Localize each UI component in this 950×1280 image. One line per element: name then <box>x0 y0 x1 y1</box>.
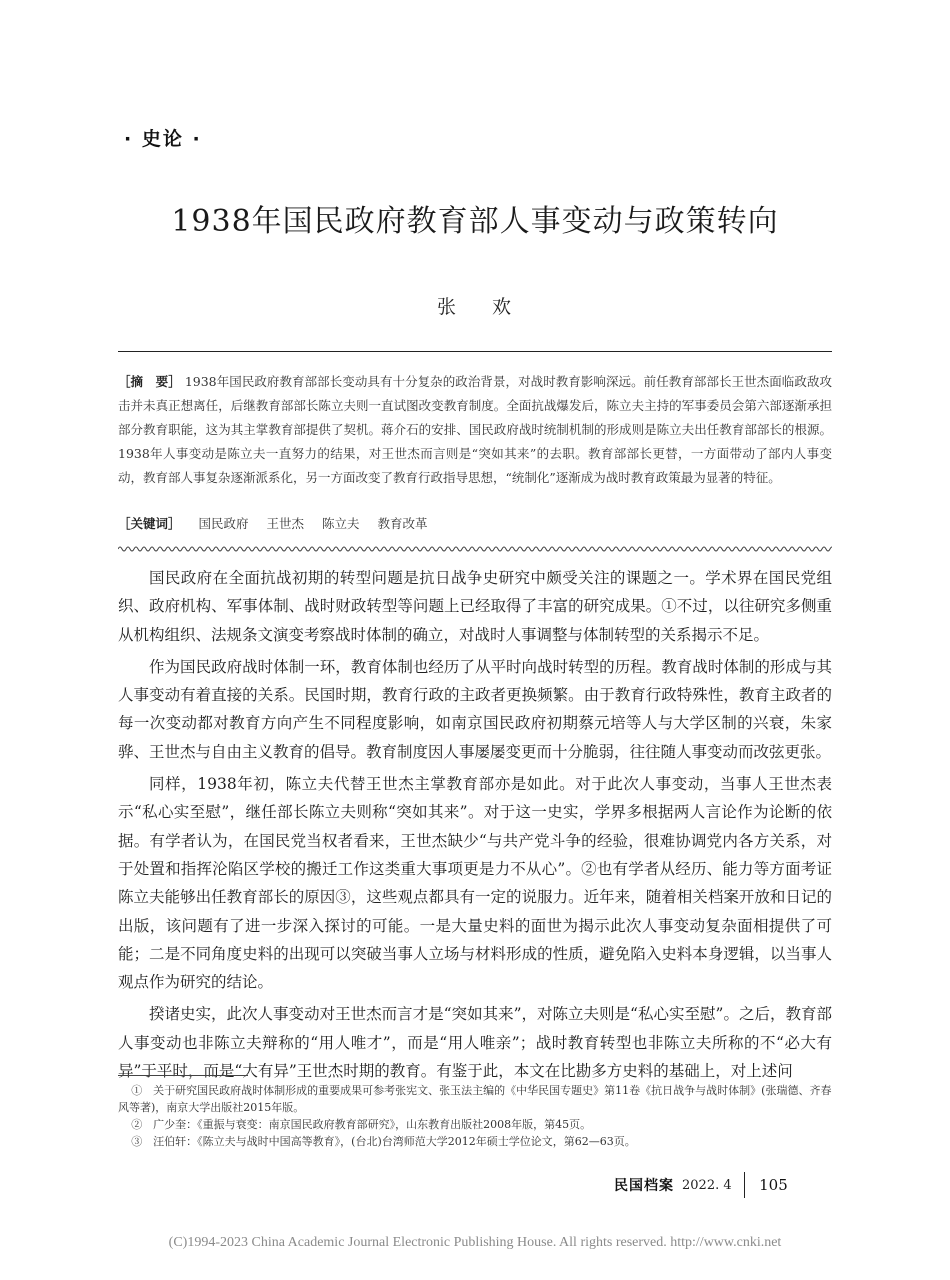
footnote: ① 关于研究国民政府战时体制形成的重要成果可参考张宪文、张玉法主编的《中华民国专题史》第11卷《抗日战争与战时体制》(张瑞德、齐春风等著)，南京大学出版社2015年版。 <box>118 1084 832 1114</box>
keywords <box>118 514 832 532</box>
footer-divider <box>744 1172 746 1198</box>
header-rule <box>118 351 832 352</box>
keyword: 王世杰 <box>266 516 305 531</box>
journal-name: 民国档案 <box>614 1178 674 1194</box>
footnote: ③ 汪伯轩：《陈立夫与战时中国高等教育》，(台北)台湾师范大学2012年硕士学位论文，第62—63页。 <box>131 1135 636 1148</box>
abstract-text: 1938年国民政府教育部部长变动具有十分复杂的政治背景，对战时教育影响深远。前任教育部部长王世杰面临政敌攻击并未真正想离任，后继教育部部长陈立夫则一直试图改变教育制度。全面抗战爆发后，陈立夫主持的军事委员会第六部逐渐承担部分教育职能，这为其主掌教育部提供了契机。蒋介石的安排、国民政府战时统制机制的形成则是陈立夫出任教育部部长的根源。1938年人事变动是陈立夫一直努力的结果，对王世杰而言则是“突如其来”的去职。教育部部长更替，一方面带动了部内人事变动，教育部人事复杂逐渐派系化，另一方面改变了教育行政指导思想，“统制化”逐渐成为战时教育政策最为显著的特征。 <box>118 374 832 485</box>
body-paragraph: 国民政府在全面抗战初期的转型问题是抗日战争史研究中颇受关注的课题之一。学术界在国民党组织、政府机构、军事体制、战时财政转型等问题上已经取得了丰富的研究成果。①不过，以往研究多侧重从机构组织、法规条文演变考察战时体制的确立，对战时人事调整与体制转型的关系揭示不足。 <box>118 569 832 644</box>
journal-issue: 2022. 4 <box>682 1177 732 1193</box>
article-body <box>118 564 832 1089</box>
body-paragraph: 作为国民政府战时体制一环，教育体制也经历了从平时向战时转型的历程。教育战时体制的形成与其人事变动有着直接的关系。民国时期，教育行政的主政者更换频繁。由于教育行政特殊性，教育主政者的每一次变动都对教育方向产生不同程度影响，如南京国民政府初期蔡元培等人与大学区制的兴衰，朱家骅、王世杰与自由主义教育的倡导。教育制度因人事屡屡变更而十分脆弱，往往随人事变动而改弦更张。 <box>118 657 832 761</box>
keyword: 教育改革 <box>377 516 428 531</box>
footnote: ② 广少奎：《重振与衰变：南京国民政府教育部研究》，山东教育出版社2008年版，第45页。 <box>131 1118 592 1131</box>
page-footer <box>614 1172 788 1198</box>
keyword: 陈立夫 <box>322 516 360 531</box>
page-number: 105 <box>759 1176 788 1194</box>
copyright-notice: (C)1994-2023 China Academic Journal Electronic Publishing House. All rights reserved. http://www.cnki.net <box>168 1235 782 1250</box>
abstract-label: ［摘 要］ <box>118 374 181 389</box>
footnotes <box>118 1082 832 1150</box>
article-title: 1938年国民政府教育部人事变动与政策转向 <box>171 204 779 239</box>
body-paragraph: 揆诸史实，此次人事变动对王世杰而言才是“突如其来”，对陈立夫则是“私心实至慰”。之后，教育部人事变动也非陈立夫辩称的“用人唯才”，而是“用人唯亲”；战时教育转型也非陈立夫所称的不“必大有异”于平时，而是“大有异”王世杰时期的教育。有鉴于此，本文在比勘多方史料的基础上，对上述问 <box>118 1005 832 1081</box>
keyword: 国民政府 <box>198 516 249 531</box>
keywords-label: ［关键词］ <box>118 516 181 531</box>
body-paragraph: 同样，1938年初，陈立夫代替王世杰主掌教育部亦是如此。对于此次人事变动，当事人王世杰表示“私心实至慰”，继任部长陈立夫则称“突如其来”。对于这一史实，学界多根据两人言论作为论断的依据。有学者认为，在国民党当权者看来，王世杰缺少“与共产党斗争的经验，很难协调党内各方关系，对于处置和指挥沦陷区学校的搬迁工作这类重大事项更是力不从心”。②也有学者从经历、能力等方面考证陈立夫能够出任教育部长的原因③，这些观点都具有一定的说服力。近年来，随着相关档案开放和日记的出版，该问题有了进一步深入探讨的可能。一是大量史料的面世为揭示此次人事变动复杂面相提供了可能；二是不同角度史料的出现可以突破当事人立场与材料形成的性质，避免陷入史料本身逻辑，以当事人观点作为研究的结论。 <box>118 775 832 992</box>
abstract <box>118 370 832 490</box>
section-label: · 史论 · <box>124 128 202 150</box>
author-name: 张 欢 <box>436 296 514 318</box>
wavy-divider <box>118 544 832 554</box>
footnote-rule <box>118 1075 248 1076</box>
